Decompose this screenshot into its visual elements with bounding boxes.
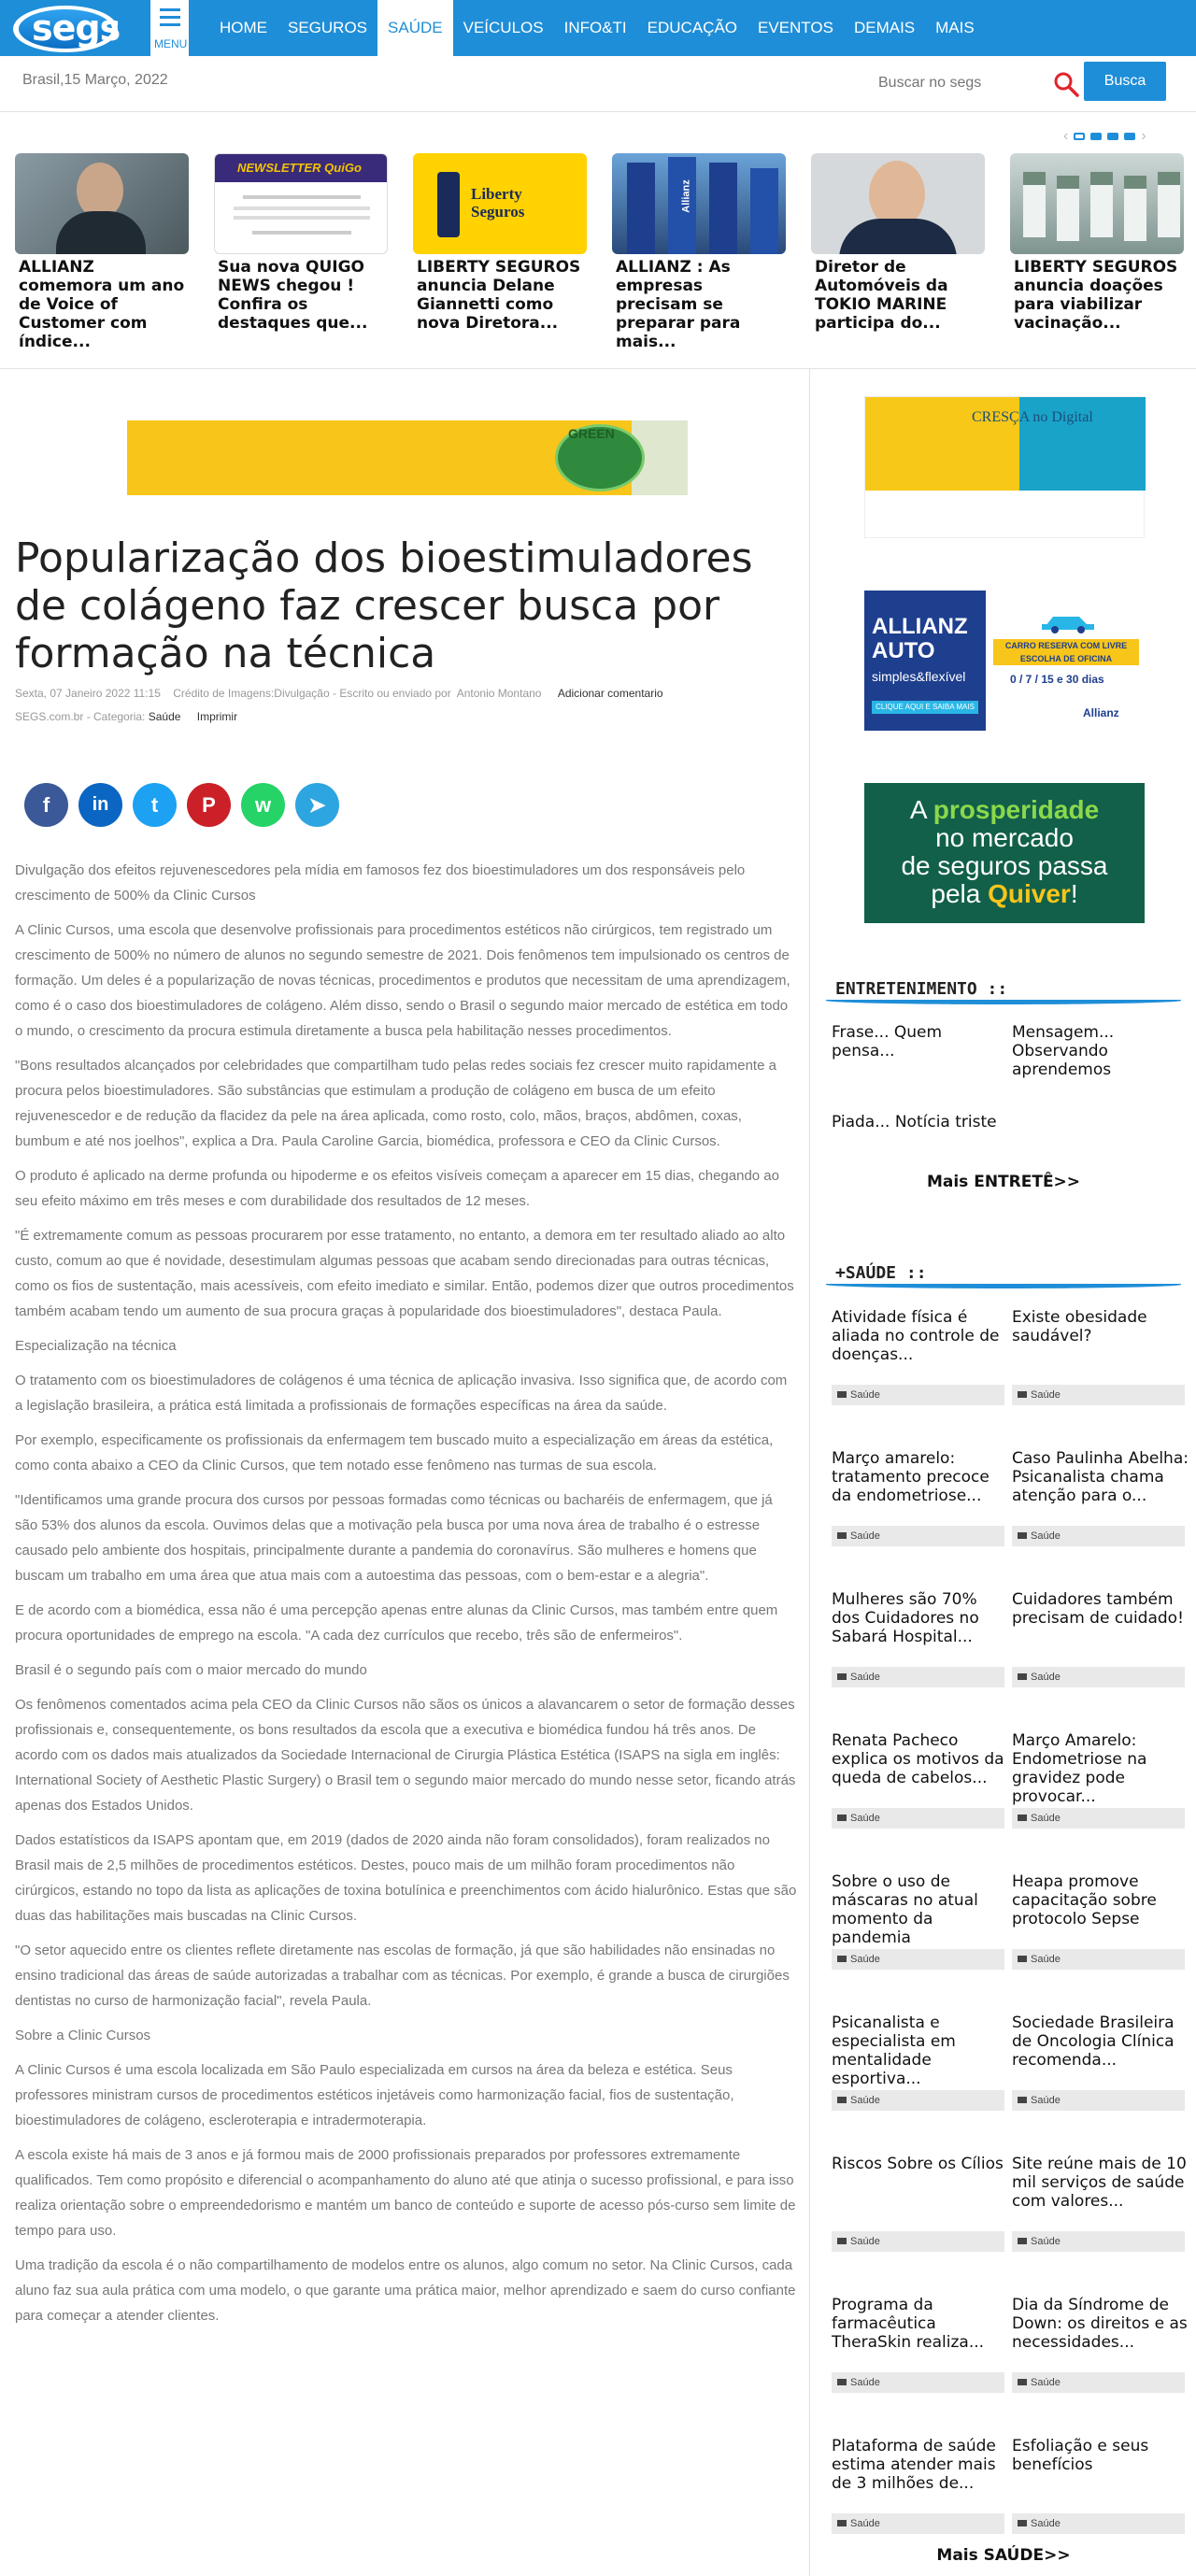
saude-item-tag[interactable] xyxy=(832,2090,1004,2111)
article-headline: Popularização dos bioestimuladores de colágeno faz crescer busca por formação na técnica xyxy=(15,534,753,677)
article-body xyxy=(15,858,798,2338)
saude-item[interactable] xyxy=(1012,1449,1189,1546)
carousel-controls xyxy=(1063,129,1146,144)
saude-tag-label: Saúde xyxy=(1031,1530,1061,1542)
site-logo[interactable] xyxy=(9,2,121,54)
saude-item-tag[interactable] xyxy=(1012,1949,1185,1970)
nav-item-eventos[interactable]: EVENTOS xyxy=(758,19,833,36)
article-paragraph: Dados estatísticos da ISAPS apontam que, em 2019 (dados de 2020 ainda não foram consolidados), foram realizados no Brasil mais de 2,5 milhões de procedimentos estéticos. Destes, pouco mais de um milhão foram procedimentos não cirúrgicos, estando no topo da lista as aplicações de toxina botulínica e preenchimentos com ácido hialurônico. Estas que são duas das habilitações mais buscadas na Clinic Cursos. xyxy=(15,1832,797,1924)
carousel-dot[interactable] xyxy=(1107,133,1118,140)
entretenimento-title[interactable]: ENTRETENIMENTO :: xyxy=(835,979,1008,999)
folder-icon xyxy=(1018,2520,1027,2526)
article-paragraph: A Clinic Cursos, uma escola que desenvolve profissionais para procedimentos estéticos não cirúrgicos, tem registrado um crescimento de 500% no número de alunos no segundo semestre de 2021. Dois fenômenos tem impulsionado os centros de formação. Um deles é a popularização de novas técnicas, procedimentos e produtos que necessitam de uma aprendizagem, como é o caso dos bioestimuladores de colágeno. Além disso, sendo o Brasil o segundo maior mercado de estética em todo o mundo, o crescimento da procura estimula diretamente a busca pela habilitação nesses procedimentos. xyxy=(15,922,790,1039)
main-menu xyxy=(209,0,985,56)
carousel-thumbnail xyxy=(811,153,985,254)
carousel-card[interactable] xyxy=(811,153,985,351)
article-paragraph: Sobre a Clinic Cursos xyxy=(15,2028,151,2043)
carousel-card[interactable] xyxy=(1010,153,1184,351)
carousel-card[interactable] xyxy=(15,153,189,351)
saude-item[interactable] xyxy=(1012,2014,1189,2111)
saude-item-title[interactable]: Existe obesidade saudável? xyxy=(1012,1308,1147,1345)
saude-item[interactable] xyxy=(832,2014,1009,2111)
saude-tag-label: Saúde xyxy=(850,1813,880,1824)
car-icon xyxy=(1040,611,1096,633)
article-paragraph: Especialização na técnica xyxy=(15,1338,177,1354)
ad-quiver-text: A prosperidade no mercado de seguros passa pela Quiver! xyxy=(901,795,1108,908)
saude-item-title[interactable]: Março Amarelo: Endometriose na gravidez pode provocar... xyxy=(1012,1731,1147,1806)
entretenimento-item[interactable]: Mensagem... Observando aprendemos xyxy=(1012,1023,1115,1079)
folder-icon xyxy=(1018,1391,1027,1398)
saude-tag-label: Saúde xyxy=(1031,2236,1061,2247)
carousel-title[interactable]: Sua nova QUIGO NEWS chegou ! Confira os destaques que... xyxy=(218,258,368,333)
carousel-title[interactable]: ALLIANZ comemora um ano de Voice of Customer com índice... xyxy=(19,258,185,351)
share-buttons xyxy=(24,783,339,827)
saude-item-tag[interactable] xyxy=(832,2372,1004,2393)
ad-quiver[interactable] xyxy=(864,783,1145,923)
saude-item-tag[interactable] xyxy=(832,2231,1004,2252)
folder-icon xyxy=(1018,1532,1027,1539)
saude-tag-label: Saúde xyxy=(850,1954,880,1965)
folder-icon xyxy=(1018,1815,1027,1821)
saude-item-tag[interactable] xyxy=(1012,1808,1185,1829)
saude-item[interactable] xyxy=(1012,2296,1189,2393)
more-entretenimento-link[interactable]: Mais ENTRETÊ>> xyxy=(926,1173,1081,1191)
nav-item-mais[interactable]: MAIS xyxy=(935,19,975,36)
nav-item-educa-o[interactable]: EDUCAÇÃO xyxy=(647,19,738,36)
article-paragraph: "Identificamos uma grande procura dos cursos por pessoas formadas como técnicas ou bacharéis de enfermagem, que já são 53% dos alunos da escola. Ouvimos delas que a motivação pela busca por uma nova área de trabalho é o estresse causado pelo ambiente dos hospitais, principalmente durante a pandemia do coronavírus. São mulheres e homens que buscam um trabalho em uma área que atua mais com a autoestima das pessoas, com o bem-estar e a alegria". xyxy=(15,1492,773,1584)
section-underline xyxy=(826,1000,1181,1004)
folder-icon xyxy=(837,1673,847,1680)
saude-tag-label: Saúde xyxy=(850,2518,880,2529)
logo-text: segs xyxy=(32,7,121,49)
nav-item-sa-de[interactable]: SAÚDE xyxy=(377,0,453,56)
saude-item[interactable] xyxy=(832,1872,1009,1970)
carousel-dot[interactable] xyxy=(1124,133,1135,140)
folder-icon xyxy=(837,2097,847,2103)
saude-item[interactable] xyxy=(832,1731,1009,1829)
saude-item[interactable] xyxy=(1012,1872,1189,1970)
saude-item-tag[interactable] xyxy=(832,1385,1004,1405)
carousel-card[interactable] xyxy=(214,153,388,351)
saude-item-title[interactable]: Plataforma de saúde estima atender mais de 3 milhões de... xyxy=(832,2437,996,2493)
search-icon[interactable] xyxy=(1052,70,1080,98)
saude-item[interactable] xyxy=(832,1590,1009,1687)
folder-icon xyxy=(837,2238,847,2244)
saude-tag-label: Saúde xyxy=(850,2095,880,2106)
folder-icon xyxy=(837,2520,847,2526)
column-divider xyxy=(809,368,810,2576)
ad-brand: ALLIANZ AUTO xyxy=(872,614,968,663)
saude-item-tag[interactable] xyxy=(1012,2513,1185,2534)
article-paragraph: Brasil é o segundo país com o maior mercado do mundo xyxy=(15,1662,367,1678)
saude-item-tag[interactable] xyxy=(1012,1385,1185,1405)
saude-item-tag[interactable] xyxy=(832,1526,1004,1546)
saude-item[interactable] xyxy=(832,2296,1009,2393)
saude-item[interactable] xyxy=(1012,1590,1189,1687)
top-navigation-bar xyxy=(0,0,1196,56)
menu-label: MENU xyxy=(154,37,188,50)
saude-item-title[interactable]: Renata Pacheco explica os motivos da queda de cabelos... xyxy=(832,1731,1004,1787)
print-link[interactable]: Imprimir xyxy=(196,710,238,723)
saude-item-title[interactable]: Cuidadores também precisam de cuidado! xyxy=(1012,1590,1184,1628)
section-underline xyxy=(826,1284,1181,1288)
saude-item-title[interactable]: Site reúne mais de 10 mil serviços de saúde com valores... xyxy=(1012,2155,1187,2211)
saude-item[interactable] xyxy=(832,1308,1009,1405)
saude-tag-label: Saúde xyxy=(1031,2377,1061,2388)
saude-tag-label: Saúde xyxy=(850,1672,880,1683)
saude-tag-label: Saúde xyxy=(1031,1954,1061,1965)
carousel-thumbnail xyxy=(1010,153,1184,254)
ad-text: CRESÇA no Digital xyxy=(972,409,1093,425)
ad-banner[interactable] xyxy=(127,420,688,495)
saude-item-tag[interactable] xyxy=(1012,2372,1185,2393)
add-comment-link[interactable]: Adicionar comentario xyxy=(557,687,663,700)
saude-tag-label: Saúde xyxy=(1031,1389,1061,1401)
article-paragraph: O tratamento com os bioestimuladores de colágenos é uma técnica de aplicação invasiva. Isso significa que, de acordo com a legislação brasileira, a prática está limitada a profissionais de formações específicas na área da saúde. xyxy=(15,1373,788,1414)
chevron-left-icon[interactable]: ‹ xyxy=(1063,128,1069,144)
carousel-dot[interactable] xyxy=(1074,133,1085,140)
saude-item[interactable] xyxy=(832,1449,1009,1546)
search-button[interactable]: Busca xyxy=(1084,62,1166,101)
folder-icon xyxy=(1018,2238,1027,2244)
saude-item[interactable] xyxy=(832,2437,1009,2534)
carousel-title[interactable]: ALLIANZ : As empresas precisam se preparar para mais... xyxy=(616,258,741,351)
category-prefix: SEGS.com.br - Categoria: xyxy=(15,710,149,723)
saude-item-title[interactable]: Mulheres são 70% dos Cuidadores no Sabará Hospital... xyxy=(832,1590,979,1646)
article-byline: Sexta, 07 Janeiro 2022 11:15 Crédito de Imagens:Divulgação - Escrito ou enviado por Antonio Montano xyxy=(15,687,542,700)
carousel-title[interactable]: Diretor de Automóveis da TOKIO MARINE participa do... xyxy=(815,258,948,333)
saude-item[interactable] xyxy=(832,2155,1009,2252)
saude-tag-label: Saúde xyxy=(850,1530,880,1542)
saude-item-title[interactable]: Sobre o uso de máscaras no atual momento da pandemia xyxy=(832,1872,978,1947)
saude-item-title[interactable]: Caso Paulinha Abelha: Psicanalista chama atenção para o... xyxy=(1012,1449,1189,1505)
liberty-thumb-logo: Liberty Seguros xyxy=(471,185,525,221)
article-category-row xyxy=(15,710,237,723)
saude-item-title[interactable]: Riscos Sobre os Cílios xyxy=(832,2155,1004,2173)
saude-item[interactable] xyxy=(1012,1308,1189,1405)
carousel-title[interactable]: LIBERTY SEGUROS anuncia Delane Giannetti como nova Diretora... xyxy=(417,258,581,333)
folder-icon xyxy=(837,2379,847,2385)
article-paragraph: E de acordo com a biomédica, essa não é uma percepção apenas entre alunas da Clinic Cursos, mas também entre quem procura oportunidades de emprego na escola. "A cada dez currículos que recebo, três são de enfermeiros". xyxy=(15,1602,778,1644)
article-meta xyxy=(15,687,663,700)
saude-tag-label: Saúde xyxy=(850,1389,880,1401)
ad-allianz-auto[interactable] xyxy=(864,591,1145,731)
carousel-title[interactable]: LIBERTY SEGUROS anuncia doações para viabilizar vacinação... xyxy=(1014,258,1178,333)
saude-item[interactable] xyxy=(1012,2437,1189,2534)
carousel-card[interactable] xyxy=(413,153,587,351)
saude-item-title[interactable]: Psicanalista e especialista em mentalidade esportiva... xyxy=(832,2014,956,2088)
article-paragraph: A escola existe há mais de 3 anos e já formou mais de 2000 profissionais preparados por professores extremamente qualificados. Tem como propósito e diferencial o acompanhamento do aluno até que atinja o sucesso profissional, e para isso realiza orientação sobre o empreendedorismo e mantém um banco de conteúdo e suporte de acesso pós-curso sem limite de tempo para uso. xyxy=(15,2147,796,2239)
ad-cresca-digital[interactable] xyxy=(864,396,1145,538)
article-paragraph: Uma tradição da escola é o não compartilhamento de modelos entre os alunos, algo comum no setor. Na Clinic Cursos, cada aluno faz sua aula prática com uma modelo, o que garante uma prática maior, melhor aprendizado e saem do curso confiante para começar a atender clientes. xyxy=(15,2257,796,2324)
folder-icon xyxy=(837,1391,847,1398)
carousel-thumbnail xyxy=(15,153,189,254)
banner-seal-text: GREEN xyxy=(568,426,615,441)
saude-tag-label: Saúde xyxy=(1031,2518,1061,2529)
saude-tag-label: Saúde xyxy=(1031,1672,1061,1683)
folder-icon xyxy=(837,1815,847,1821)
entretenimento-item[interactable]: Piada... Notícia triste xyxy=(832,1113,997,1131)
carousel-dot[interactable] xyxy=(1090,133,1102,140)
chevron-right-icon[interactable]: › xyxy=(1141,128,1146,144)
entretenimento-item[interactable]: Frase... Quem pensa... xyxy=(832,1023,943,1060)
twitter-icon[interactable]: t xyxy=(133,783,177,827)
saude-item-tag[interactable] xyxy=(1012,1526,1185,1546)
article-paragraph: O produto é aplicado na derme profunda ou hipoderme e os efeitos visíveis começam a aparecer em 15 dias, chegando ao seu efeito máximo em três meses e com durabilidade dos resultados de 12 meses. xyxy=(15,1168,779,1209)
saude-item[interactable] xyxy=(1012,2155,1189,2252)
article-paragraph: "É extremamente comum as pessoas procurarem por esse tratamento, no entanto, a demora em ter resultado aliado ao alto custo, comum ao que é novidade, desestimulam algumas pessoas que acabam sendo direcionadas para outras técnicas, como os fios de sustentação, mais acessíveis, com efeito imediato e similar. Então, podemos dizer que outros procedimentos também acabam tendo um aumento de sua procura graças à popularidade dos bioestimuladores", destaca Paula. xyxy=(15,1228,794,1319)
category-link[interactable]: Saúde xyxy=(148,710,181,723)
saude-item-title[interactable]: Dia da Síndrome de Down: os direitos e as necessidades... xyxy=(1012,2296,1188,2352)
whatsapp-icon[interactable]: w xyxy=(241,783,285,827)
pinterest-icon[interactable]: P xyxy=(187,783,231,827)
menu-button[interactable] xyxy=(150,0,189,56)
ad-tagline: simples&flexível xyxy=(872,669,966,684)
saude-item-tag[interactable] xyxy=(1012,1667,1185,1687)
saude-item-title[interactable]: Esfoliação e seus benefícios xyxy=(1012,2437,1149,2474)
linkedin-icon[interactable]: in xyxy=(78,783,122,827)
saude-item-title[interactable]: Sociedade Brasileira de Oncologia Clínica recomenda... xyxy=(1012,2014,1175,2070)
allianz-thumb-text: Allianz xyxy=(680,179,692,213)
saude-item-tag[interactable] xyxy=(832,1667,1004,1687)
article-paragraph: "Bons resultados alcançados por celebridades que compartilham tudo pelas redes sociais fez crescer muito rapidamente a procura pelos bioestimuladores. São substâncias que estimulam a produção de colágeno em busca de um efeito rejuvenescedor e de redução da flacidez da pele na área aplicada, como rosto, colo, mãos, braços, abdômen, coxas, bumbum e até nos joelhos", explica a Dra. Paula Caroline Garcia, biomédica, professora e CEO da Clinic Cursos. xyxy=(15,1058,776,1149)
saude-item-tag[interactable] xyxy=(832,1949,1004,1970)
search-input[interactable] xyxy=(878,67,1037,99)
nav-item-seguros[interactable]: SEGUROS xyxy=(288,19,368,36)
folder-icon xyxy=(1018,2097,1027,2103)
saude-item-tag[interactable] xyxy=(832,2513,1004,2534)
folder-icon xyxy=(1018,2379,1027,2385)
news-carousel xyxy=(15,153,1181,359)
carousel-thumbnail xyxy=(612,153,786,254)
article-paragraph: Por exemplo, especificamente os profissionais da enfermagem tem buscado muito a especialização em áreas da estética, como conta abaixo a CEO da Clinic Cursos, que tem notado esse fenômeno nas turmas de sua escola. xyxy=(15,1432,774,1473)
nav-item-info-ti[interactable]: INFO&TI xyxy=(563,19,627,36)
saude-tag-label: Saúde xyxy=(850,2236,880,2247)
carousel-thumbnail xyxy=(214,153,388,254)
ad-logo: Allianz xyxy=(1083,706,1119,719)
saude-tag-label: Saúde xyxy=(850,2377,880,2388)
carousel-thumbnail xyxy=(413,153,587,254)
saude-item-title[interactable]: Atividade física é aliada no controle de doenças... xyxy=(832,1308,1000,1364)
article-paragraph: Divulgação dos efeitos rejuvenescedores pela mídia em famosos fez dos bioestimuladores um dos responsáveis pelo crescimento de 500% da Clinic Cursos xyxy=(15,862,746,904)
ad-cta-button[interactable]: CLIQUE AQUI E SAIBA MAIS xyxy=(872,701,978,714)
article-paragraph: "O setor aquecido entre os clientes reflete diretamente nas escolas de formação, já que são habilidades não ensinadas no ensino tradicional das áreas de saúde autorizadas a trabalhar com as técnicas. Por exemplo, é grande a busca de cirurgiões dentistas no curso de harmonização facial", revela Paula. xyxy=(15,1943,790,2009)
saude-tag-label: Saúde xyxy=(1031,1813,1061,1824)
saude-item-title[interactable]: Heapa promove capacitação sobre protocolo Sepse xyxy=(1012,1872,1157,1928)
more-saude-link[interactable]: Mais SAÚDE>> xyxy=(936,2546,1071,2565)
saude-item-title[interactable]: Março amarelo: tratamento precoce da endometriose... xyxy=(832,1449,990,1505)
saude-item-title[interactable]: Programa da farmacêutica TheraSkin realiza... xyxy=(832,2296,985,2352)
folder-icon xyxy=(1018,1673,1027,1680)
folder-icon xyxy=(837,1532,847,1539)
article-paragraph: Os fenômenos comentados acima pela CEO da Clinic Cursos não sãos os únicos a alavancarem o setor de formação desses profissionais e, consequentemente, os bons resultados da escola que a executiva e biomédica fundou há três anos. De acordo com os dados mais atualizados da Sociedade Internacional de Cirurgia Plástica Estética (ISAPS na sigla em inglês: International Society of Aesthetic Plastic Surgery) o Brasil tem o segundo maior mercado do mundo nesse setor, ficando atrás apenas dos Estados Unidos. xyxy=(15,1697,796,1814)
newsletter-thumb-text: NEWSLETTER QuiGo xyxy=(237,161,362,175)
article-paragraph: A Clinic Cursos é uma escola localizada em São Paulo especializada em cursos na área da beleza e estética. Seus professores ministram cursos de procedimentos estéticos injetáveis como harmonização facial, fios de sustentação, bioestimuladores de colágeno, escleroterapia e intradermoterapia. xyxy=(15,2062,734,2128)
folder-icon xyxy=(837,1956,847,1962)
nav-item-home[interactable]: HOME xyxy=(220,19,267,36)
divider xyxy=(0,368,1196,369)
saude-tag-label: Saúde xyxy=(1031,2095,1061,2106)
carousel-card[interactable] xyxy=(612,153,786,351)
ad-offer: CARRO RESERVA COM LIVRE ESCOLHA DE OFICINA xyxy=(993,639,1139,665)
date-search-row xyxy=(0,56,1196,112)
nav-item-ve-culos[interactable]: VEÍCULOS xyxy=(463,19,544,36)
current-date: Brasil,15 Março, 2022 xyxy=(22,72,168,88)
saude-item-tag[interactable] xyxy=(1012,2090,1185,2111)
telegram-icon[interactable]: ➤ xyxy=(295,783,339,827)
ad-days: 0 / 7 / 15 e 30 dias xyxy=(1010,673,1104,686)
nav-item-demais[interactable]: DEMAIS xyxy=(853,19,916,36)
saude-item-tag[interactable] xyxy=(832,1808,1004,1829)
facebook-icon[interactable]: f xyxy=(24,783,68,827)
folder-icon xyxy=(1018,1956,1027,1962)
saude-item-tag[interactable] xyxy=(1012,2231,1185,2252)
saude-title[interactable]: +SAÚDE :: xyxy=(835,1263,927,1283)
saude-item[interactable] xyxy=(1012,1731,1189,1829)
